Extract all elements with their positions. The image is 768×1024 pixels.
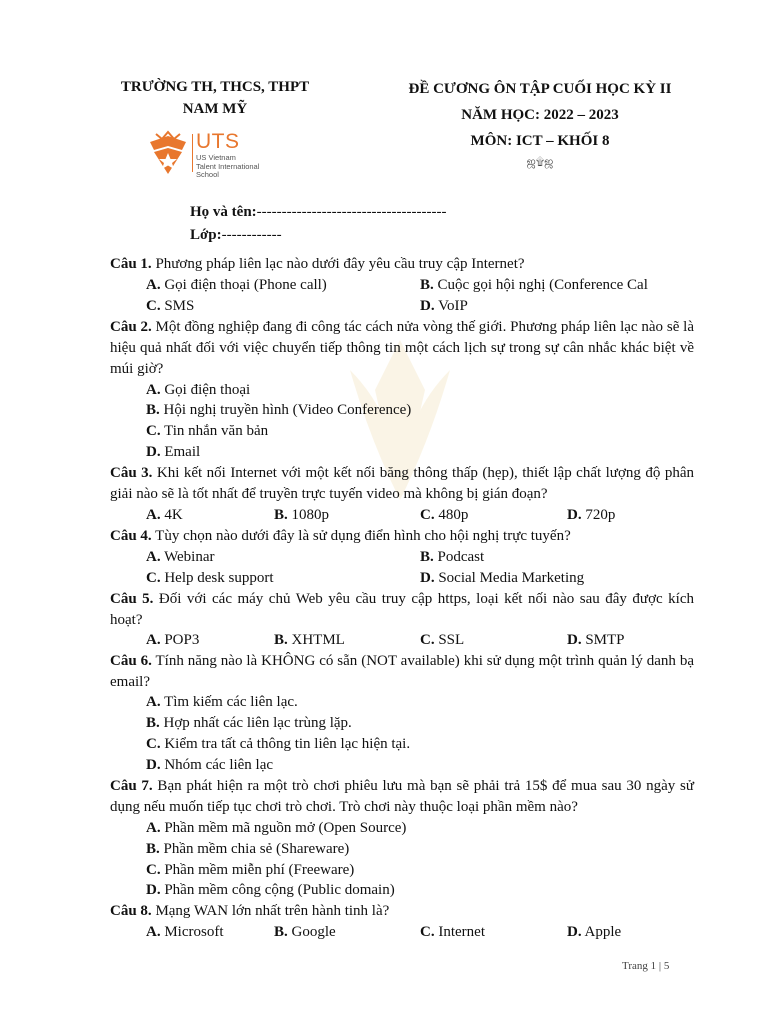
option-key: C. bbox=[146, 570, 161, 586]
option-text: 480p bbox=[434, 507, 469, 523]
question-8-option-d bbox=[567, 922, 621, 943]
option-key: B. bbox=[146, 841, 160, 857]
question-2-option-b bbox=[146, 400, 411, 421]
question-6-option-d bbox=[146, 755, 273, 776]
option-key: B. bbox=[274, 507, 288, 523]
option-key: D. bbox=[146, 444, 161, 460]
option-text: Tìm kiếm các liên lạc. bbox=[160, 694, 298, 710]
option-text: Phần mềm chia sẻ (Shareware) bbox=[159, 841, 350, 857]
question-3-option-c bbox=[420, 505, 468, 526]
option-text: Help desk support bbox=[160, 570, 274, 586]
question-6 bbox=[110, 651, 694, 693]
question-6-label: Câu 6. bbox=[110, 653, 152, 669]
question-7-option-c bbox=[146, 860, 354, 881]
option-text: 720p bbox=[581, 507, 616, 523]
option-text: SMS bbox=[160, 298, 195, 314]
question-3-option-b bbox=[274, 505, 329, 526]
question-6-option-a bbox=[146, 692, 298, 713]
question-2-label: Câu 2. bbox=[110, 319, 152, 335]
option-text: Gọi điện thoại (Phone call) bbox=[160, 277, 327, 293]
student-name-line: -------------------------------------- bbox=[256, 204, 447, 220]
question-3-text: Khi kết nối Internet với một kết nối băng thông thấp (hẹp), thiết lập chất lượng độ phân giải nào sẽ là tốt nhất để truyền trực tuyến video mà không bị gián đoạn? bbox=[110, 465, 694, 502]
option-key: C. bbox=[420, 507, 435, 523]
question-8-label: Câu 8. bbox=[110, 903, 152, 919]
uts-shield-icon bbox=[146, 128, 190, 178]
question-5-option-d bbox=[567, 630, 625, 651]
school-year: NĂM HỌC: 2022 – 2023 bbox=[461, 107, 619, 123]
option-text: XHTML bbox=[287, 632, 345, 648]
question-1-option-a bbox=[146, 275, 327, 296]
question-2-option-c bbox=[146, 421, 268, 442]
question-7 bbox=[110, 776, 694, 818]
question-7-option-a bbox=[146, 818, 406, 839]
question-1-option-c bbox=[146, 296, 194, 317]
student-class-row bbox=[190, 227, 282, 244]
option-text: Hợp nhất các liên lạc trùng lặp. bbox=[159, 715, 352, 731]
question-3-option-d bbox=[567, 505, 615, 526]
option-text: 1080p bbox=[287, 507, 330, 523]
option-text: Email bbox=[160, 444, 201, 460]
option-key: D. bbox=[567, 924, 582, 940]
question-5-text: Đối với các máy chủ Web yêu cầu truy cập https, loại kết nối nào sau đây được kích hoạt? bbox=[110, 591, 694, 628]
option-key: A. bbox=[146, 382, 161, 398]
option-key: A. bbox=[146, 820, 161, 836]
question-4-option-a bbox=[146, 547, 215, 568]
option-key: D. bbox=[420, 570, 435, 586]
option-key: C. bbox=[146, 736, 161, 752]
option-text: Nhóm các liên lạc bbox=[160, 757, 274, 773]
school-name-line1: TRƯỜNG TH, THCS, THPT bbox=[120, 79, 310, 95]
option-key: C. bbox=[146, 298, 161, 314]
student-name-label: Họ và tên: bbox=[190, 204, 257, 220]
question-1-label: Câu 1. bbox=[110, 256, 152, 272]
option-key: C. bbox=[420, 632, 435, 648]
question-1 bbox=[110, 254, 694, 275]
exam-title-block bbox=[380, 76, 700, 170]
option-text: Microsoft bbox=[160, 924, 224, 940]
option-key: A. bbox=[146, 632, 161, 648]
question-4-option-b bbox=[420, 547, 484, 568]
question-8-text: Mạng WAN lớn nhất trên hành tinh là? bbox=[151, 903, 390, 919]
option-text: Phần mềm mã nguồn mở (Open Source) bbox=[160, 820, 407, 836]
option-key: A. bbox=[146, 277, 161, 293]
school-name-block bbox=[108, 76, 322, 120]
logo-subtitle-line2: Talent International bbox=[196, 161, 260, 171]
option-key: A. bbox=[146, 924, 161, 940]
question-6-option-c bbox=[146, 734, 410, 755]
question-1-option-b bbox=[420, 275, 648, 296]
option-key: B. bbox=[146, 402, 160, 418]
logo-subtitle-line1: US Vietnam bbox=[196, 153, 236, 162]
option-text: Tin nhắn văn bản bbox=[160, 423, 269, 439]
question-3-option-a bbox=[146, 505, 183, 526]
question-8-option-c bbox=[420, 922, 485, 943]
question-1-option-d bbox=[420, 296, 468, 317]
option-key: A. bbox=[146, 549, 161, 565]
question-8 bbox=[110, 901, 694, 922]
page-number: Trang 1 | 5 bbox=[622, 960, 670, 972]
option-text: Apple bbox=[581, 924, 622, 940]
uts-logo bbox=[146, 128, 286, 178]
option-text: SSL bbox=[434, 632, 465, 648]
question-5-label: Câu 5. bbox=[110, 591, 154, 607]
option-text: Podcast bbox=[433, 549, 485, 565]
option-text: Gọi điện thoại bbox=[160, 382, 251, 398]
school-name-line2: NAM MỸ bbox=[182, 101, 248, 117]
question-5-option-b bbox=[274, 630, 345, 651]
question-8-option-b bbox=[274, 922, 336, 943]
question-5 bbox=[110, 589, 694, 631]
option-text: Hội nghị truyền hình (Video Conference) bbox=[159, 402, 412, 418]
option-key: C. bbox=[420, 924, 435, 940]
option-key: D. bbox=[146, 882, 161, 898]
option-key: D. bbox=[567, 632, 582, 648]
question-7-option-d bbox=[146, 880, 395, 901]
option-text: Webinar bbox=[160, 549, 215, 565]
option-text: VoIP bbox=[434, 298, 468, 314]
option-key: C. bbox=[146, 423, 161, 439]
question-4-text: Tùy chọn nào dưới đây là sử dụng điển hình cho hội nghị trực tuyến? bbox=[151, 528, 571, 544]
option-key: D. bbox=[146, 757, 161, 773]
question-2-text: Một đồng nghiệp đang đi công tác cách nửa vòng thế giới. Phương pháp liên lạc nào sẽ là hiệu quả nhất đối với việc chuyển tiếp thông tin một cách lịch sự trong sự cân nhắc khác biệt về múi giờ? bbox=[110, 319, 694, 377]
question-3-label: Câu 3. bbox=[110, 465, 153, 481]
question-4-option-d bbox=[420, 568, 584, 589]
exam-title: ĐỀ CƯƠNG ÔN TẬP CUỐI HỌC KỲ II bbox=[408, 81, 672, 97]
student-name-row bbox=[190, 204, 447, 221]
question-2-option-a bbox=[146, 380, 250, 401]
question-2 bbox=[110, 317, 694, 380]
question-4-option-c bbox=[146, 568, 274, 589]
option-text: Social Media Marketing bbox=[434, 570, 585, 586]
logo-subtitle bbox=[196, 154, 259, 180]
question-2-option-d bbox=[146, 442, 200, 463]
student-class-line: ------------ bbox=[221, 227, 282, 243]
question-4 bbox=[110, 526, 694, 547]
student-class-label: Lớp: bbox=[190, 227, 222, 243]
option-text: SMTP bbox=[581, 632, 625, 648]
option-key: C. bbox=[146, 862, 161, 878]
ornament: ஜ۩ஜ bbox=[526, 156, 554, 168]
question-5-option-c bbox=[420, 630, 464, 651]
question-4-label: Câu 4. bbox=[110, 528, 152, 544]
option-text: Phần mềm miễn phí (Freeware) bbox=[160, 862, 355, 878]
question-7-option-b bbox=[146, 839, 349, 860]
question-7-text: Bạn phát hiện ra một trò chơi phiêu lưu mà bạn sẽ phải trả 15$ để mua sau 30 ngày sử dụng nếu muốn tiếp tục chơi trò chơi. Trò chơi này thuộc loại phần mềm nào? bbox=[110, 778, 694, 815]
option-text: Kiểm tra tất cả thông tin liên lạc hiện tại. bbox=[160, 736, 411, 752]
option-key: B. bbox=[274, 924, 288, 940]
option-key: D. bbox=[420, 298, 435, 314]
option-text: Google bbox=[287, 924, 336, 940]
logo-name: UTS bbox=[196, 130, 240, 153]
question-1-text: Phương pháp liên lạc nào dưới đây yêu cầu truy cập Internet? bbox=[151, 256, 525, 272]
option-key: A. bbox=[146, 694, 161, 710]
logo-subtitle-line3: School bbox=[196, 170, 219, 179]
subject-grade: MÔN: ICT – KHỐI 8 bbox=[470, 133, 610, 149]
option-key: B. bbox=[420, 549, 434, 565]
question-6-text: Tính năng nào là KHÔNG có sẵn (NOT available) khi sử dụng một trình quản lý danh bạ email? bbox=[110, 653, 694, 690]
option-key: B. bbox=[274, 632, 288, 648]
option-key: B. bbox=[420, 277, 434, 293]
question-6-option-b bbox=[146, 713, 352, 734]
option-text: Internet bbox=[434, 924, 485, 940]
logo-divider bbox=[192, 134, 193, 172]
question-8-option-a bbox=[146, 922, 224, 943]
option-text: Phần mềm công cộng (Public domain) bbox=[160, 882, 395, 898]
option-text: POP3 bbox=[160, 632, 200, 648]
option-key: A. bbox=[146, 507, 161, 523]
question-3 bbox=[110, 463, 694, 505]
option-key: B. bbox=[146, 715, 160, 731]
question-7-label: Câu 7. bbox=[110, 778, 153, 794]
option-key: D. bbox=[567, 507, 582, 523]
option-text: Cuộc gọi hội nghị (Conference Cal bbox=[433, 277, 648, 293]
question-5-option-a bbox=[146, 630, 199, 651]
option-text: 4K bbox=[160, 507, 183, 523]
